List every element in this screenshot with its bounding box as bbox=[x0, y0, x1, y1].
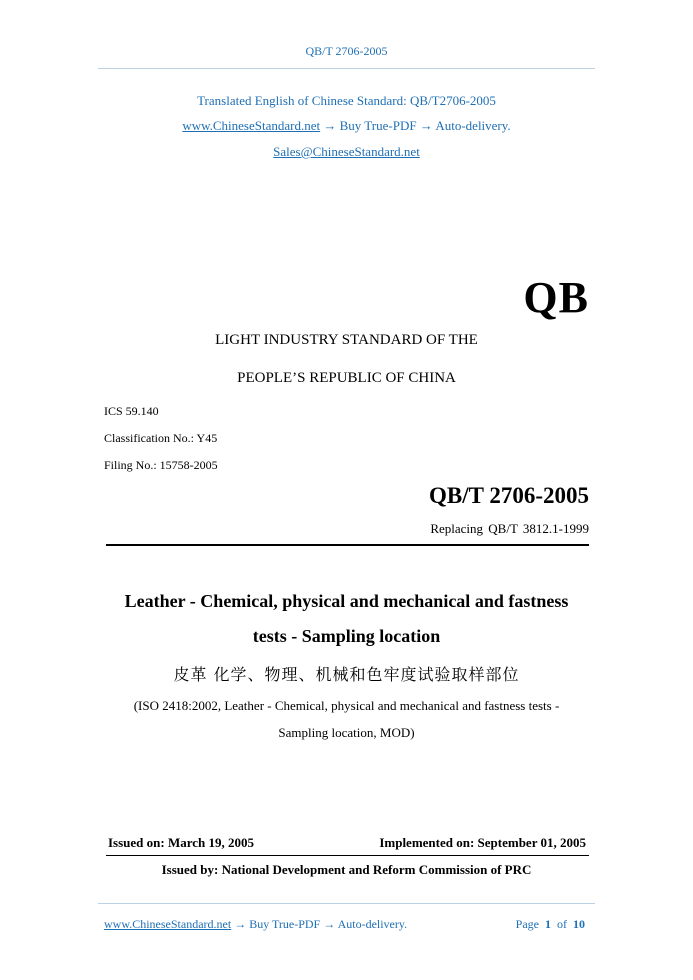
implemented-date: Implemented on: September 01, 2005 bbox=[379, 835, 586, 850]
page-label: Page bbox=[515, 917, 539, 931]
sales-email-link[interactable]: Sales@ChineseStandard.net bbox=[273, 144, 420, 159]
buy-pdf-text: → Buy True-PDF → Auto-delivery. bbox=[320, 118, 511, 133]
document-title-line1: Leather - Chemical, physical and mechanical and fastness bbox=[124, 591, 569, 611]
issued-date: Issued on: March 19, 2005 bbox=[108, 835, 255, 850]
filing-number: Filing No.: 15758-2005 bbox=[104, 458, 218, 472]
page-current: 1 bbox=[545, 917, 551, 931]
website-link[interactable]: www.ChineseStandard.net bbox=[182, 118, 321, 133]
qb-logo: QB bbox=[523, 273, 589, 322]
footer-buy-text: → Buy True-PDF → Auto-delivery. bbox=[231, 917, 408, 931]
issuer-heading-line1: LIGHT INDUSTRY STANDARD OF THE bbox=[215, 332, 478, 348]
issuer-heading-line2: PEOPLE’S REPUBLIC OF CHINA bbox=[237, 370, 456, 386]
footer-divider bbox=[98, 903, 595, 904]
issuing-authority: Issued by: National Development and Reform Commission of PRC bbox=[161, 862, 532, 877]
replacing-note: Replacing QB/T 3812.1-1999 bbox=[430, 521, 589, 536]
document-title-line2: tests - Sampling location bbox=[252, 626, 441, 646]
translation-notice: Translated English of Chinese Standard: QB/T2706-2005 bbox=[197, 93, 496, 108]
iso-reference-line2: Sampling location, MOD) bbox=[278, 725, 415, 740]
title-divider bbox=[106, 544, 589, 546]
running-header: QB/T 2706-2005 bbox=[305, 44, 388, 58]
sales-email-line bbox=[0, 144, 693, 160]
page-of: of bbox=[557, 917, 567, 931]
footer-website-link[interactable]: www.ChineseStandard.net bbox=[104, 917, 232, 931]
buy-pdf-line bbox=[0, 118, 693, 134]
classification-number: Classification No.: Y45 bbox=[104, 431, 218, 445]
header-divider bbox=[98, 68, 595, 69]
standard-number: QB/T 2706-2005 bbox=[429, 483, 589, 508]
page-number bbox=[516, 917, 585, 932]
ics-code: ICS 59.140 bbox=[104, 404, 159, 418]
iso-reference-line1: (ISO 2418:2002, Leather - Chemical, physical and mechanical and fastness tests - bbox=[133, 698, 560, 713]
chinese-title: 皮革 化学、物理、机械和色牢度试验取样部位 bbox=[173, 665, 520, 684]
page-total: 10 bbox=[573, 917, 585, 931]
dates-divider bbox=[106, 855, 589, 856]
footer-buy-line bbox=[104, 917, 407, 932]
